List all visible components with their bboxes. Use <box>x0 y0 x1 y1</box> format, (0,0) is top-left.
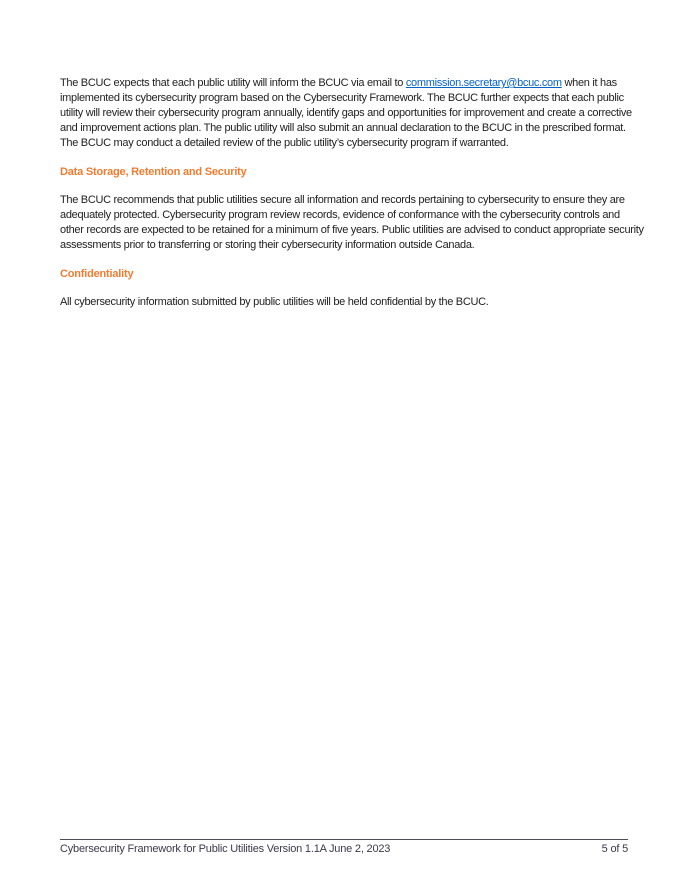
section-heading-data-storage: Data Storage, Retention and Security <box>60 166 247 178</box>
intro-text-before-link: The BCUC expects that each public utility will inform the BCUC via email to <box>60 77 406 89</box>
section-body-data-storage: The BCUC recommends that public utilities secure all information and records pertaining to cybersecurity to ensure they are adequately protected. Cybersecurity program review records, evidence of conformance with the cybersecurity controls and other records are expected to be retained for a minimum of five years. Public utilities are advised to conduct appropriate security assessments prior to transferring or storing their cybersecurity information outside Canada. <box>60 194 644 251</box>
section-body-confidentiality: All cybersecurity information submitted by public utilities will be held confidential by the BCUC. <box>60 296 489 308</box>
footer-row <box>60 840 628 856</box>
page-footer <box>60 839 628 856</box>
section-heading-confidentiality: Confidentiality <box>60 268 134 280</box>
footer-document-title: Cybersecurity Framework for Public Utilities Version 1.1A June 2, 2023 <box>60 843 391 855</box>
document-content <box>60 76 646 324</box>
footer-page-number: 5 of 5 <box>601 843 628 855</box>
intro-text-after-link: when it has implemented its cybersecurity program based on the Cybersecurity Framework. The BCUC further expects that each public utility will review their cybersecurity program annually, identify gaps and opportunities for improvement and create a corrective and improvement actions plan. The public utility will also submit an annual declaration to the BCUC in the prescribed format. The BCUC may conduct a detailed review of the public utility’s cybersecurity program if warranted. <box>60 77 632 149</box>
intro-paragraph <box>60 76 646 151</box>
email-link[interactable]: commission.secretary@bcuc.com <box>405 77 562 89</box>
